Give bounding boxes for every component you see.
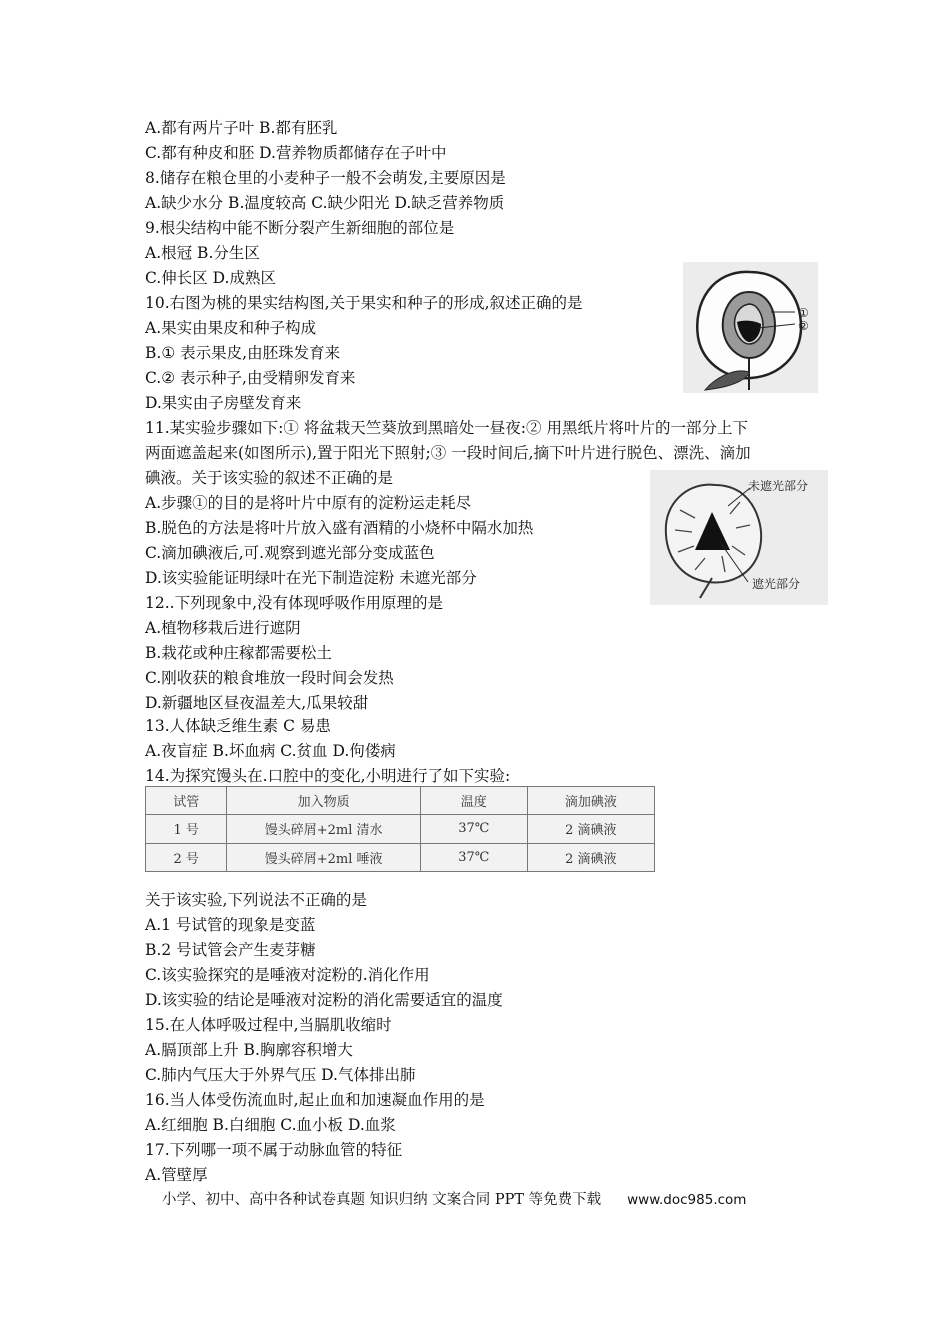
question-9: 9.根尖结构中能不断分裂产生新细胞的部位是 — [145, 219, 455, 237]
text-line: A.夜盲症 B.坏血病 C.贫血 D.佝偻病 — [145, 742, 396, 760]
experiment-table — [145, 786, 655, 872]
text-line: C.都有种皮和胚 D.营养物质都储存在子叶中 — [145, 144, 447, 162]
peach-fruit-figure — [683, 262, 818, 393]
question-10: 10.右图为桃的果实结构图,关于果实和种子的形成,叙述正确的是 — [145, 294, 583, 312]
text-line: C.滴加碘液后,可.观察到遮光部分变成蓝色 — [145, 544, 435, 562]
text-line: 关于该实验,下列说法不正确的是 — [145, 891, 367, 909]
text-line: A.步骤①的目的是将叶片中原有的淀粉运走耗尽 — [145, 494, 472, 512]
table-cell: 1 号 — [146, 815, 227, 843]
text-line: A.都有两片子叶 B.都有胚乳 — [145, 119, 338, 137]
text-line: C.② 表示种子,由受精卵发育来 — [145, 369, 356, 387]
text-line: B.① 表示果皮,由胚珠发育来 — [145, 344, 341, 362]
unshaded-label: 未遮光部分 — [748, 479, 809, 493]
question-17: 17.下列哪一项不属于动脉血管的特征 — [145, 1141, 403, 1159]
text-line: A.1 号试管的现象是变蓝 — [145, 916, 316, 934]
table-cell: 37℃ — [420, 815, 527, 843]
question-14: 14.为探究馒头在.口腔中的变化,小明进行了如下实验: — [145, 767, 511, 785]
fruit-label-1: ① — [798, 306, 809, 320]
table-header: 加入物质 — [227, 787, 420, 815]
table-row — [146, 843, 655, 871]
table-cell: 37℃ — [420, 843, 527, 871]
table-header-row — [146, 787, 655, 815]
text-line: A.缺少水分 B.温度较高 C.缺少阳光 D.缺乏营养物质 — [145, 194, 505, 212]
text-line: A.管壁厚 — [145, 1166, 208, 1184]
leaf-figure — [650, 470, 828, 605]
question-12: 12..下列现象中,没有体现呼吸作用原理的是 — [145, 594, 444, 612]
text-line: A.红细胞 B.白细胞 C.血小板 D.血浆 — [145, 1116, 396, 1134]
fruit-label-2: ② — [798, 319, 809, 333]
question-15: 15.在人体呼吸过程中,当膈肌收缩时 — [145, 1016, 392, 1034]
table-row — [146, 815, 655, 843]
text-line: A.植物移栽后进行遮阴 — [145, 619, 301, 637]
text-line: 两面遮盖起来(如图所示),置于阳光下照射;③ 一段时间后,摘下叶片进行脱色、漂洗、滴加 — [145, 444, 751, 462]
text-line: A.根冠 B.分生区 — [145, 244, 260, 262]
footer-text: 小学、初中、高中各种试卷真题 知识归纳 文案合同 PPT 等免费下载 — [162, 1192, 602, 1208]
table-cell: 2 号 — [146, 843, 227, 871]
text-line: A.果实由果皮和种子构成 — [145, 319, 317, 337]
text-line: D.新疆地区昼夜温差大,瓜果较甜 — [145, 694, 369, 712]
text-line: D.果实由子房壁发育来 — [145, 394, 302, 412]
text-line: D.该实验能证明绿叶在光下制造淀粉 未遮光部分 — [145, 569, 477, 587]
table-cell: 2 滴碘液 — [527, 815, 654, 843]
shaded-label: 遮光部分 — [752, 577, 801, 591]
question-16: 16.当人体受伤流血时,起止血和加速凝血作用的是 — [145, 1091, 485, 1109]
table-cell: 馒头碎屑+2ml 唾液 — [227, 843, 420, 871]
page-footer — [162, 1190, 746, 1210]
table-header: 试管 — [146, 787, 227, 815]
text-line: B.脱色的方法是将叶片放入盛有酒精的小烧杯中隔水加热 — [145, 519, 534, 537]
question-13: 13.人体缺乏维生素 C 易患 — [145, 717, 331, 735]
text-line: C.刚收获的粮食堆放一段时间会发热 — [145, 669, 394, 687]
footer-url[interactable]: www.doc985.com — [627, 1192, 747, 1208]
text-line: D.该实验的结论是唾液对淀粉的消化需要适宜的温度 — [145, 991, 503, 1009]
table-cell: 馒头碎屑+2ml 清水 — [227, 815, 420, 843]
table-header: 温度 — [420, 787, 527, 815]
text-line: B.2 号试管会产生麦芽糖 — [145, 941, 316, 959]
question-8: 8.储存在粮仓里的小麦种子一般不会萌发,主要原因是 — [145, 169, 506, 187]
text-line: C.该实验探究的是唾液对淀粉的.消化作用 — [145, 966, 430, 984]
text-line: A.膈顶部上升 B.胸廓容积增大 — [145, 1041, 353, 1059]
table-cell: 2 滴碘液 — [527, 843, 654, 871]
text-line: C.肺内气压大于外界气压 D.气体排出肺 — [145, 1066, 416, 1084]
table-header: 滴加碘液 — [527, 787, 654, 815]
question-11: 11.某实验步骤如下:① 将盆栽天竺葵放到黑暗处一昼夜:② 用黑纸片将叶片的一部分上下 — [145, 419, 748, 437]
text-line: B.栽花或种庄稼都需要松土 — [145, 644, 332, 662]
text-line: C.伸长区 D.成熟区 — [145, 269, 276, 287]
text-line: 碘液。关于该实验的叙述不正确的是 — [145, 469, 394, 487]
